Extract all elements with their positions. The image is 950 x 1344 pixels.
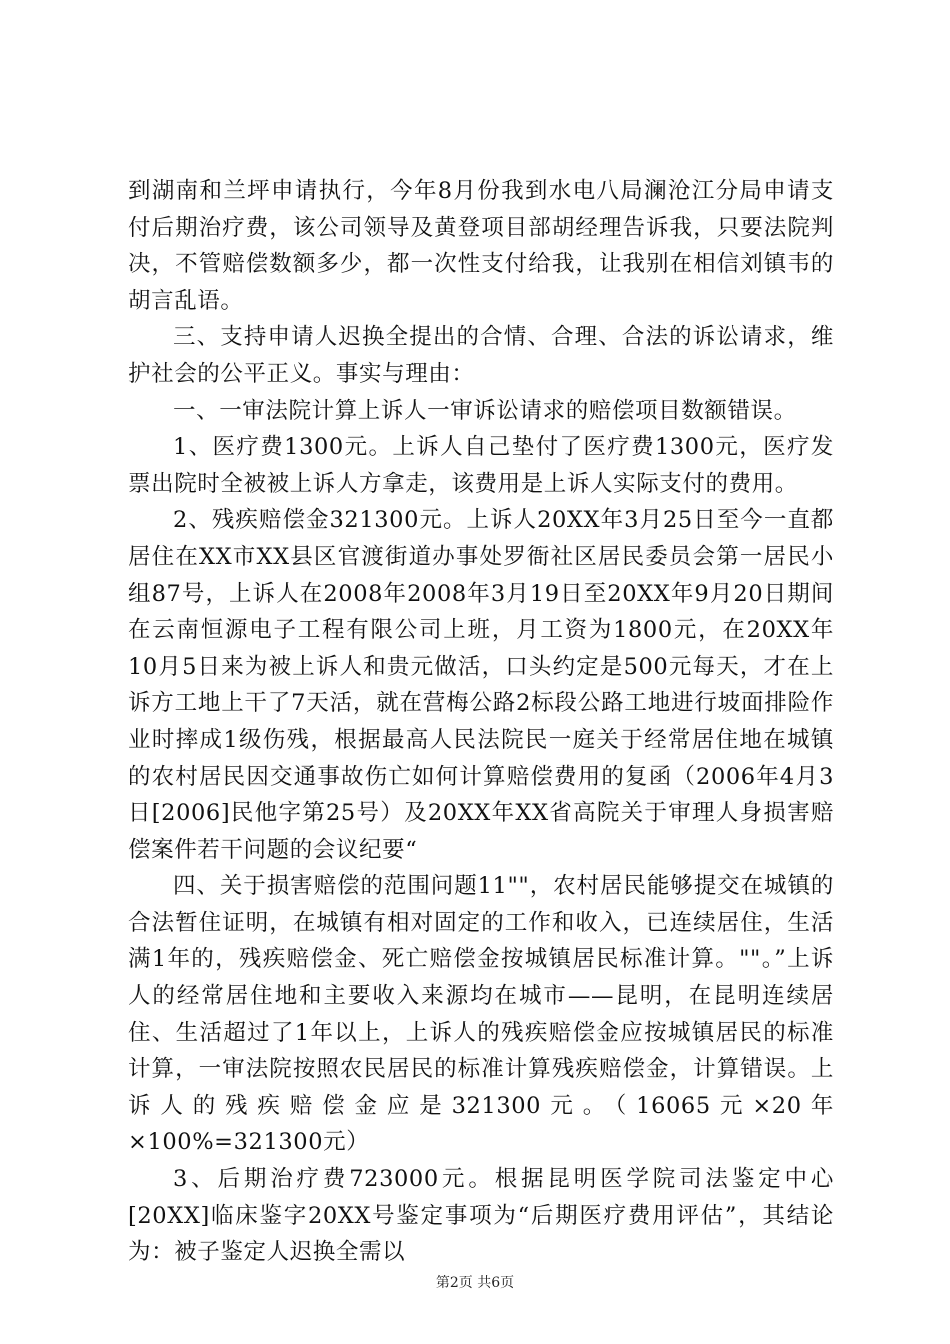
paragraph-5: 2、残疾赔偿金321300元。上诉人20XX年3月25日至今一直都居住在XX市XX县区官渡街道办事处罗衙社区居民委员会第一居民小组87号，上诉人在2008年2008年3月19日至20XX年9月20日期间在云南恒源电子工程有限公司上班，月工资为1800元，在20XX年10月5日来为被上诉人和贵元做活，口头约定是500元每天，才在上诉方工地上干了7天活，就在营梅公路2标段公路工地进行坡面排险作业时摔成1级伤残，根据最高人民法院民一庭关于经常居住地在城镇的农村居民因交通事故伤亡如何计算赔偿费用的复函（2006年4月3日[2006]民他字第25号）及20XX年XX省高院关于审理人身损害赔偿案件若干问题的会议纪要“ xyxy=(128,507,834,863)
paragraph-1: 到湖南和兰坪申请执行，今年8月份我到水电八局澜沧江分局申请支付后期治疗费，该公司领导及黄登项目部胡经理告诉我，只要法院判决，不管赔偿数额多少，都一次性支付给我，让我别在相信刘镇韦的胡言乱语。 xyxy=(128,178,834,314)
paragraph-3: 一、一审法院计算上诉人一审诉讼请求的赔偿项目数额错误。 xyxy=(173,397,797,424)
paragraph-6: 四、关于损害赔偿的范围问题11""，农村居民能够提交在城镇的合法暂住证明，在城镇有相对固定的工作和收入，已连续居住，生活满1年的，残疾赔偿金、死亡赔偿金按城镇居民标准计算。""。”上诉人的经常居住地和主要收入来源均在城市——昆明，在昆明连续居住、生活超过了1年以上，上诉人的残疾赔偿金应按城镇居民的标准计算，一审法院按照农民居民的标准计算残疾赔偿金，计算错误。上诉人的残疾赔偿金应是321300元。（16065元×20年×100%=321300元） xyxy=(128,873,834,1156)
page-footer: 第2页 共6页 xyxy=(435,1275,515,1291)
paragraph-2: 三、支持申请人迟换全提出的合情、合理、合法的诉讼请求，维护社会的公平正义。事实与理由： xyxy=(128,324,834,387)
paragraph-4: 1、医疗费1300元。上诉人自己垫付了医疗费1300元，医疗发票出院时全被被上诉人方拿走，该费用是上诉人实际支付的费用。 xyxy=(128,434,834,497)
paragraph-7: 3、后期治疗费723000元。根据昆明医学院司法鉴定中心[20XX]临床鉴字20XX号鉴定事项为“后期医疗费用评估”，其结论为：被子鉴定人迟换全需以 xyxy=(128,1166,834,1266)
document-body xyxy=(128,173,834,1271)
